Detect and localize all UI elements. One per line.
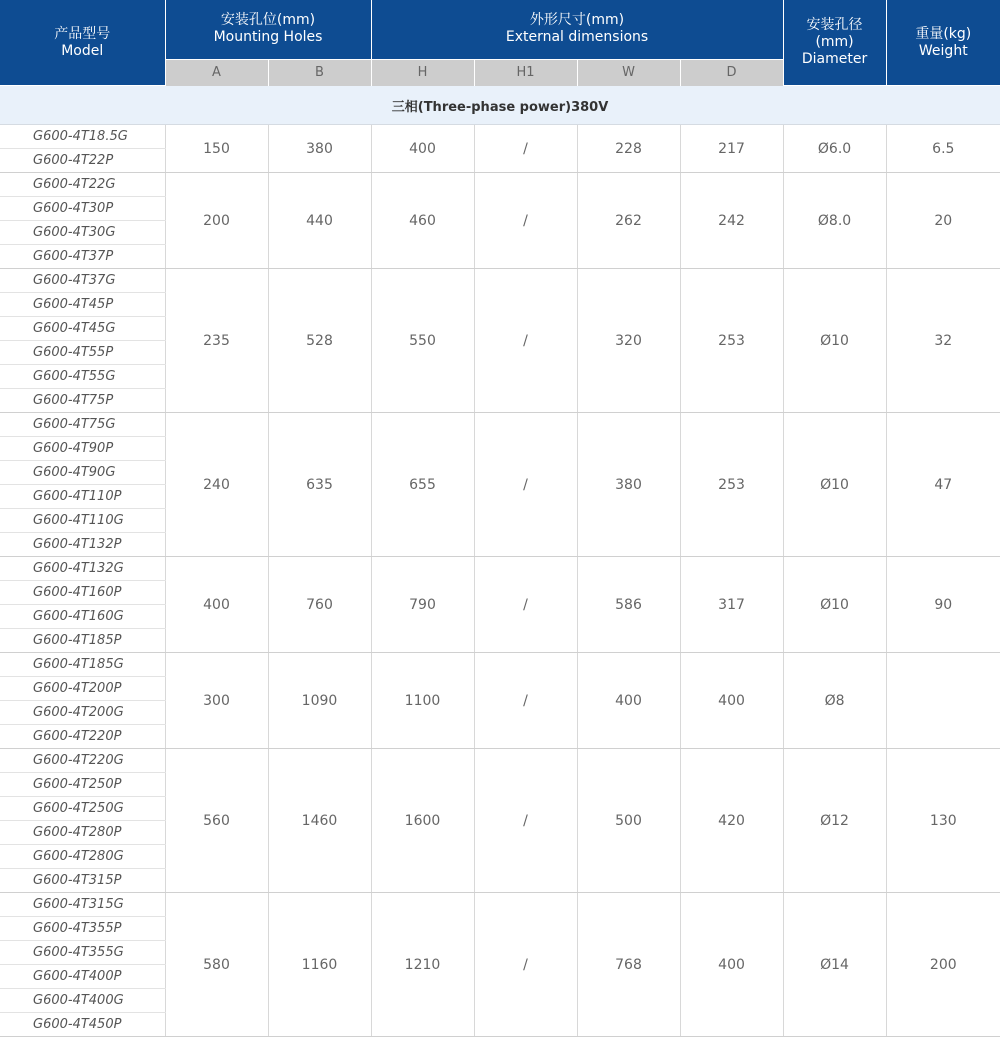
diameter-value-cell: Ø14 <box>783 893 886 1037</box>
model-cell: G600-4T90P <box>0 437 165 461</box>
w-value-cell: 380 <box>577 413 680 557</box>
model-cell: G600-4T200G <box>0 701 165 725</box>
d-value-cell: 217 <box>680 125 783 173</box>
b-value-cell: 1160 <box>268 893 371 1037</box>
model-cell: G600-4T185P <box>0 629 165 653</box>
model-header-en: Model <box>61 42 104 59</box>
weight-value-cell: 32 <box>886 269 1000 413</box>
h1-value-cell: / <box>474 653 577 749</box>
model-cell: G600-4T75G <box>0 413 165 437</box>
model-cell: G600-4T75P <box>0 389 165 413</box>
d-value-cell: 400 <box>680 893 783 1037</box>
weight-value-cell <box>886 653 1000 749</box>
h-value-cell: 400 <box>371 125 474 173</box>
a-value-cell: 400 <box>165 557 268 653</box>
external-header-zh: 外形尺寸(mm) <box>529 12 625 29</box>
subheader-d: D <box>680 59 783 86</box>
model-cell: G600-4T355G <box>0 941 165 965</box>
b-value-cell: 440 <box>268 173 371 269</box>
model-cell: G600-4T132G <box>0 557 165 581</box>
a-value-cell: 150 <box>165 125 268 173</box>
w-value-cell: 262 <box>577 173 680 269</box>
h1-value-cell: / <box>474 269 577 413</box>
h-value-cell: 1100 <box>371 653 474 749</box>
model-cell: G600-4T90G <box>0 461 165 485</box>
weight-value-cell: 47 <box>886 413 1000 557</box>
b-value-cell: 528 <box>268 269 371 413</box>
table-row <box>0 269 1000 293</box>
external-header-en: External dimensions <box>505 29 649 46</box>
model-cell: G600-4T110P <box>0 485 165 509</box>
b-value-cell: 1460 <box>268 749 371 893</box>
table-row <box>0 173 1000 197</box>
model-cell: G600-4T37P <box>0 245 165 269</box>
d-value-cell: 420 <box>680 749 783 893</box>
h1-value-cell: / <box>474 749 577 893</box>
diameter-value-cell: Ø12 <box>783 749 886 893</box>
model-column-header <box>0 0 165 86</box>
h-value-cell: 1600 <box>371 749 474 893</box>
diameter-value-cell: Ø8 <box>783 653 886 749</box>
model-cell: G600-4T160P <box>0 581 165 605</box>
w-value-cell: 586 <box>577 557 680 653</box>
model-cell: G600-4T37G <box>0 269 165 293</box>
h-value-cell: 1210 <box>371 893 474 1037</box>
model-cell: G600-4T110G <box>0 509 165 533</box>
table-row <box>0 125 1000 149</box>
a-value-cell: 235 <box>165 269 268 413</box>
model-cell: G600-4T450P <box>0 1013 165 1037</box>
model-cell: G600-4T132P <box>0 533 165 557</box>
a-value-cell: 200 <box>165 173 268 269</box>
mounting-header-zh: 安装孔位(mm) <box>220 12 316 29</box>
model-cell: G600-4T220P <box>0 725 165 749</box>
table-header <box>0 0 1000 86</box>
w-value-cell: 768 <box>577 893 680 1037</box>
table-row <box>0 653 1000 677</box>
weight-header-en: Weight <box>918 42 968 59</box>
a-value-cell: 560 <box>165 749 268 893</box>
diameter-value-cell: Ø8.0 <box>783 173 886 269</box>
model-cell: G600-4T18.5G <box>0 125 165 149</box>
h1-value-cell: / <box>474 413 577 557</box>
subheader-h: H <box>371 59 474 86</box>
section-row <box>0 86 1000 125</box>
d-value-cell: 253 <box>680 413 783 557</box>
weight-value-cell: 6.5 <box>886 125 1000 173</box>
a-value-cell: 580 <box>165 893 268 1037</box>
model-cell: G600-4T45P <box>0 293 165 317</box>
diameter-header-unit: (mm) <box>815 34 854 50</box>
a-value-cell: 300 <box>165 653 268 749</box>
mounting-holes-header <box>165 0 371 59</box>
d-value-cell: 317 <box>680 557 783 653</box>
table-row <box>0 749 1000 773</box>
h1-value-cell: / <box>474 125 577 173</box>
table-row <box>0 557 1000 581</box>
model-cell: G600-4T45G <box>0 317 165 341</box>
subheader-w: W <box>577 59 680 86</box>
w-value-cell: 228 <box>577 125 680 173</box>
model-cell: G600-4T400G <box>0 989 165 1013</box>
model-cell: G600-4T55G <box>0 365 165 389</box>
weight-header-zh: 重量(kg) <box>915 25 972 42</box>
h-value-cell: 655 <box>371 413 474 557</box>
diameter-column-header <box>783 0 886 86</box>
model-cell: G600-4T280G <box>0 845 165 869</box>
weight-value-cell: 90 <box>886 557 1000 653</box>
w-value-cell: 320 <box>577 269 680 413</box>
diameter-header-en: Diameter <box>801 51 868 67</box>
model-cell: G600-4T250G <box>0 797 165 821</box>
b-value-cell: 635 <box>268 413 371 557</box>
table-body <box>0 86 1000 1037</box>
a-value-cell: 240 <box>165 413 268 557</box>
model-cell: G600-4T22G <box>0 173 165 197</box>
model-cell: G600-4T355P <box>0 917 165 941</box>
model-cell: G600-4T220G <box>0 749 165 773</box>
model-cell: G600-4T200P <box>0 677 165 701</box>
external-dimensions-header <box>371 0 783 59</box>
b-value-cell: 380 <box>268 125 371 173</box>
table-row <box>0 893 1000 917</box>
model-cell: G600-4T55P <box>0 341 165 365</box>
subheader-b: B <box>268 59 371 86</box>
model-cell: G600-4T280P <box>0 821 165 845</box>
w-value-cell: 400 <box>577 653 680 749</box>
subheader-h1: H1 <box>474 59 577 86</box>
weight-value-cell: 200 <box>886 893 1000 1037</box>
weight-value-cell: 130 <box>886 749 1000 893</box>
d-value-cell: 253 <box>680 269 783 413</box>
h1-value-cell: / <box>474 893 577 1037</box>
d-value-cell: 400 <box>680 653 783 749</box>
h-value-cell: 790 <box>371 557 474 653</box>
h1-value-cell: / <box>474 557 577 653</box>
diameter-value-cell: Ø10 <box>783 557 886 653</box>
section-title: 三相(Three-phase power)380V <box>0 86 1000 125</box>
model-header-zh: 产品型号 <box>54 25 111 42</box>
diameter-value-cell: Ø6.0 <box>783 125 886 173</box>
b-value-cell: 1090 <box>268 653 371 749</box>
b-value-cell: 760 <box>268 557 371 653</box>
h-value-cell: 550 <box>371 269 474 413</box>
diameter-header-zh: 安装孔径 <box>806 17 863 33</box>
model-cell: G600-4T22P <box>0 149 165 173</box>
d-value-cell: 242 <box>680 173 783 269</box>
model-cell: G600-4T250P <box>0 773 165 797</box>
h-value-cell: 460 <box>371 173 474 269</box>
mounting-header-en: Mounting Holes <box>213 29 323 46</box>
table-row <box>0 413 1000 437</box>
model-cell: G600-4T315G <box>0 893 165 917</box>
diameter-value-cell: Ø10 <box>783 269 886 413</box>
weight-column-header <box>886 0 1000 86</box>
diameter-value-cell: Ø10 <box>783 413 886 557</box>
h1-value-cell: / <box>474 173 577 269</box>
weight-value-cell: 20 <box>886 173 1000 269</box>
model-cell: G600-4T30P <box>0 197 165 221</box>
model-cell: G600-4T185G <box>0 653 165 677</box>
subheader-a: A <box>165 59 268 86</box>
w-value-cell: 500 <box>577 749 680 893</box>
model-cell: G600-4T315P <box>0 869 165 893</box>
model-cell: G600-4T30G <box>0 221 165 245</box>
model-cell: G600-4T400P <box>0 965 165 989</box>
model-cell: G600-4T160G <box>0 605 165 629</box>
